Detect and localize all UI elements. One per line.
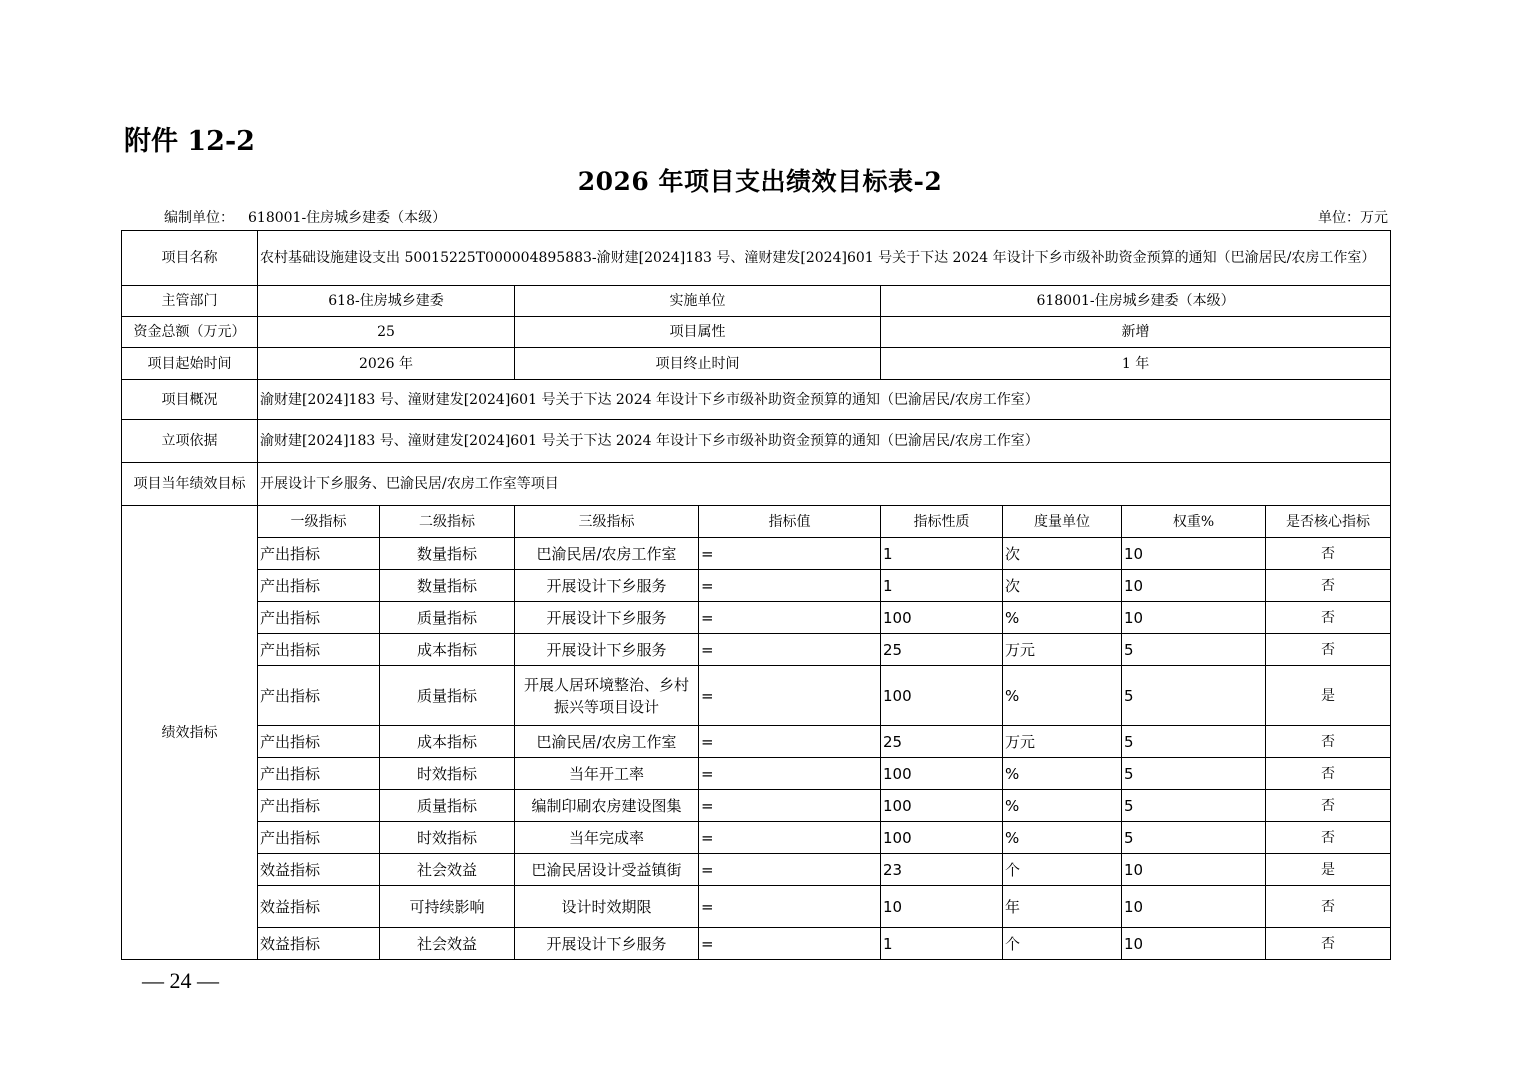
header-l2: 二级指标 (380, 506, 515, 538)
table-row (122, 928, 1391, 960)
nature-cell: 100 (881, 790, 1003, 822)
weight-cell: 10 (1122, 602, 1266, 634)
start-value: 2026 年 (258, 348, 515, 380)
level2-cell: 成本指标 (380, 634, 515, 666)
performance-table (121, 230, 1391, 960)
level3-cell: 开展设计下乡服务 (515, 928, 699, 960)
unit-cell: 次 (1003, 570, 1122, 602)
dept-value: 618-住房城乡建委 (258, 286, 515, 317)
level2-cell: 社会效益 (380, 928, 515, 960)
level1-cell: 效益指标 (258, 928, 380, 960)
table-row (122, 886, 1391, 928)
unit-cell: % (1003, 666, 1122, 726)
header-l1: 一级指标 (258, 506, 380, 538)
level1-cell: 产出指标 (258, 602, 380, 634)
nature-cell: 100 (881, 602, 1003, 634)
document-title: 2026 年项目支出绩效目标表-2 (577, 167, 943, 196)
weight-cell: 5 (1122, 822, 1266, 854)
nature-cell: 25 (881, 634, 1003, 666)
page-number: — 24 — (142, 968, 219, 993)
weight-cell: 5 (1122, 758, 1266, 790)
value-cell: = (699, 822, 881, 854)
nature-cell: 100 (881, 822, 1003, 854)
unit-cell: 个 (1003, 854, 1122, 886)
overview-label: 项目概况 (122, 380, 258, 420)
weight-cell: 10 (1122, 854, 1266, 886)
core-cell: 否 (1266, 570, 1391, 602)
basis-value: 渝财建[2024]183 号、潼财建发[2024]601 号关于下达 2024 年设计下乡市级补助资金预算的通知（巴渝居民/农房工作室） (258, 420, 1391, 463)
row-basis (122, 420, 1391, 463)
level3-cell: 开展设计下乡服务 (515, 602, 699, 634)
core-cell: 否 (1266, 790, 1391, 822)
money-unit-label: 单位：万元 (1318, 210, 1388, 226)
level3-cell: 开展人居环境整治、乡村振兴等项目设计 (515, 666, 699, 726)
unit-cell: 年 (1003, 886, 1122, 928)
header-l3: 三级指标 (515, 506, 699, 538)
value-cell: = (699, 854, 881, 886)
nature-cell: 100 (881, 666, 1003, 726)
impl-value: 618001-住房城乡建委（本级） (881, 286, 1391, 317)
table-row (122, 538, 1391, 570)
row-dept (122, 286, 1391, 317)
level2-cell: 质量指标 (380, 790, 515, 822)
level2-cell: 数量指标 (380, 570, 515, 602)
unit-cell: % (1003, 758, 1122, 790)
level2-cell: 质量指标 (380, 666, 515, 726)
nature-cell: 1 (881, 570, 1003, 602)
value-cell: = (699, 666, 881, 726)
compile-unit-value: 618001-住房城乡建委（本级） (248, 210, 447, 226)
table-row (122, 602, 1391, 634)
level2-cell: 时效指标 (380, 758, 515, 790)
attachment-label: 附件 12-2 (124, 126, 255, 157)
value-cell: = (699, 570, 881, 602)
table-row (122, 570, 1391, 602)
header-unit: 度量单位 (1003, 506, 1122, 538)
end-value: 1 年 (881, 348, 1391, 380)
table-row (122, 822, 1391, 854)
level2-cell: 数量指标 (380, 538, 515, 570)
level3-cell: 设计时效期限 (515, 886, 699, 928)
unit-cell: % (1003, 822, 1122, 854)
dept-label: 主管部门 (122, 286, 258, 317)
row-overview (122, 380, 1391, 420)
impl-label: 实施单位 (515, 286, 881, 317)
weight-cell: 10 (1122, 570, 1266, 602)
nature-cell: 25 (881, 726, 1003, 758)
project-name-label: 项目名称 (122, 231, 258, 286)
core-cell: 否 (1266, 886, 1391, 928)
table-row (122, 666, 1391, 726)
level3-cell: 巴渝民居/农房工作室 (515, 726, 699, 758)
weight-cell: 5 (1122, 790, 1266, 822)
value-cell: = (699, 928, 881, 960)
weight-cell: 10 (1122, 886, 1266, 928)
header-value: 指标值 (699, 506, 881, 538)
overview-value: 渝财建[2024]183 号、潼财建发[2024]601 号关于下达 2024 年设计下乡市级补助资金预算的通知（巴渝居民/农房工作室） (258, 380, 1391, 420)
level1-cell: 产出指标 (258, 758, 380, 790)
core-cell: 否 (1266, 602, 1391, 634)
level3-cell: 巴渝民居设计受益镇街 (515, 854, 699, 886)
level1-cell: 产出指标 (258, 726, 380, 758)
row-perf-header (122, 506, 1391, 538)
core-cell: 是 (1266, 666, 1391, 726)
core-cell: 否 (1266, 634, 1391, 666)
fund-label: 资金总额（万元） (122, 317, 258, 348)
compile-unit-label: 编制单位： (164, 210, 234, 226)
weight-cell: 5 (1122, 726, 1266, 758)
value-cell: = (699, 602, 881, 634)
level3-cell: 开展设计下乡服务 (515, 634, 699, 666)
nature-cell: 1 (881, 928, 1003, 960)
weight-cell: 5 (1122, 666, 1266, 726)
core-cell: 否 (1266, 758, 1391, 790)
row-time (122, 348, 1391, 380)
nature-cell: 10 (881, 886, 1003, 928)
table-row (122, 726, 1391, 758)
level2-cell: 质量指标 (380, 602, 515, 634)
level3-cell: 编制印刷农房建设图集 (515, 790, 699, 822)
core-cell: 否 (1266, 928, 1391, 960)
header-nature: 指标性质 (881, 506, 1003, 538)
table-row (122, 758, 1391, 790)
level3-cell: 当年开工率 (515, 758, 699, 790)
level1-cell: 产出指标 (258, 634, 380, 666)
row-project-name (122, 231, 1391, 286)
fund-value: 25 (258, 317, 515, 348)
header-core: 是否核心指标 (1266, 506, 1391, 538)
level1-cell: 效益指标 (258, 886, 380, 928)
goal-value: 开展设计下乡服务、巴渝民居/农房工作室等项目 (258, 463, 1391, 506)
row-goal (122, 463, 1391, 506)
unit-cell: 次 (1003, 538, 1122, 570)
level1-cell: 产出指标 (258, 570, 380, 602)
unit-cell: % (1003, 790, 1122, 822)
unit-cell: 个 (1003, 928, 1122, 960)
goal-label: 项目当年绩效目标 (122, 463, 258, 506)
nature-cell: 23 (881, 854, 1003, 886)
end-label: 项目终止时间 (515, 348, 881, 380)
weight-cell: 10 (1122, 538, 1266, 570)
table-row (122, 634, 1391, 666)
perf-label: 绩效指标 (122, 506, 258, 960)
unit-cell: % (1003, 602, 1122, 634)
level2-cell: 成本指标 (380, 726, 515, 758)
level1-cell: 产出指标 (258, 538, 380, 570)
value-cell: = (699, 790, 881, 822)
level2-cell: 社会效益 (380, 854, 515, 886)
value-cell: = (699, 538, 881, 570)
project-name-value: 农村基础设施建设支出 50015225T000004895883-渝财建[2024]183 号、潼财建发[2024]601 号关于下达 2024 年设计下乡市级补助资金预算的通知（巴渝居民/农房工作室） (258, 231, 1391, 286)
level1-cell: 产出指标 (258, 666, 380, 726)
table-row (122, 790, 1391, 822)
value-cell: = (699, 758, 881, 790)
level2-cell: 时效指标 (380, 822, 515, 854)
level3-cell: 巴渝民居/农房工作室 (515, 538, 699, 570)
level3-cell: 当年完成率 (515, 822, 699, 854)
unit-cell: 万元 (1003, 726, 1122, 758)
value-cell: = (699, 726, 881, 758)
value-cell: = (699, 886, 881, 928)
core-cell: 否 (1266, 822, 1391, 854)
level1-cell: 产出指标 (258, 822, 380, 854)
header-weight: 权重% (1122, 506, 1266, 538)
row-fund (122, 317, 1391, 348)
attr-value: 新增 (881, 317, 1391, 348)
nature-cell: 100 (881, 758, 1003, 790)
value-cell: = (699, 634, 881, 666)
core-cell: 否 (1266, 538, 1391, 570)
attr-label: 项目属性 (515, 317, 881, 348)
start-label: 项目起始时间 (122, 348, 258, 380)
weight-cell: 5 (1122, 634, 1266, 666)
weight-cell: 10 (1122, 928, 1266, 960)
level1-cell: 产出指标 (258, 790, 380, 822)
level2-cell: 可持续影响 (380, 886, 515, 928)
level3-cell: 开展设计下乡服务 (515, 570, 699, 602)
level1-cell: 效益指标 (258, 854, 380, 886)
core-cell: 否 (1266, 726, 1391, 758)
unit-cell: 万元 (1003, 634, 1122, 666)
basis-label: 立项依据 (122, 420, 258, 463)
table-row (122, 854, 1391, 886)
compile-unit (164, 207, 446, 227)
core-cell: 是 (1266, 854, 1391, 886)
nature-cell: 1 (881, 538, 1003, 570)
